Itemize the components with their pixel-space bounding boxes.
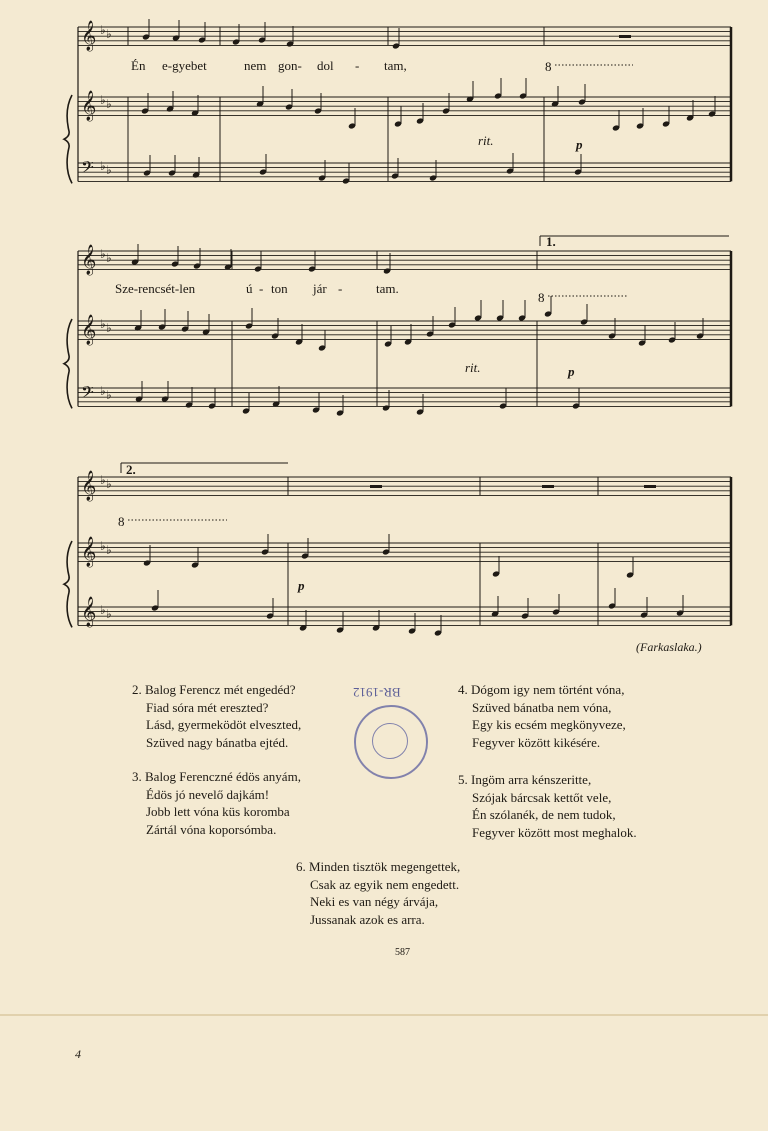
ritardando-mark: rit. bbox=[465, 360, 481, 375]
verse-line: 6. Minden tisztök megengettek, bbox=[296, 859, 461, 874]
verse-2 bbox=[132, 681, 301, 751]
flat-sign: ♭ bbox=[106, 321, 112, 335]
piano-brace bbox=[64, 319, 72, 408]
ritardando-mark: rit. bbox=[478, 133, 494, 148]
verse-line: Zártál vóna koporsómba. bbox=[146, 821, 277, 837]
flat-sign: ♭ bbox=[106, 97, 112, 111]
flat-sign: ♭ bbox=[100, 247, 106, 261]
lyric-word: - bbox=[338, 281, 343, 296]
octave-mark: 8 bbox=[545, 59, 552, 74]
paper-fold-line bbox=[0, 1014, 768, 1016]
lyric-word: ton bbox=[271, 281, 288, 296]
flat-sign: ♭ bbox=[100, 539, 106, 553]
treble-clef: 𝄞 bbox=[81, 21, 97, 51]
verse-line: Fegyver között most meghalok. bbox=[472, 824, 637, 840]
verse-line: Csak az egyik nem engedett. bbox=[310, 876, 460, 892]
lyric-word: - bbox=[259, 281, 264, 296]
verse-4 bbox=[458, 681, 626, 751]
verse-line: Egy kis ecsém megkönyveze, bbox=[472, 717, 626, 732]
verse-line: Édös jó nevelő dajkám! bbox=[146, 786, 270, 802]
whole-rest bbox=[542, 485, 554, 488]
verse-line: 3. Balog Ferenczné édös anyám, bbox=[132, 769, 301, 784]
verse-5 bbox=[458, 771, 637, 841]
verse-line: Én szólanék, de nem tudok, bbox=[472, 807, 616, 822]
flat-sign: ♭ bbox=[106, 607, 112, 621]
flat-sign: ♭ bbox=[100, 473, 106, 487]
treble-clef: 𝄞 bbox=[81, 537, 97, 567]
piano-brace bbox=[64, 541, 72, 627]
page-number: 587 bbox=[395, 947, 410, 958]
lyric-word: ú bbox=[246, 281, 253, 296]
lyric-word: Én bbox=[131, 58, 146, 73]
treble-clef: 𝄞 bbox=[81, 315, 97, 345]
verse-3 bbox=[132, 768, 301, 838]
octave-mark: 8 bbox=[538, 290, 545, 305]
treble-clef: 𝄞 bbox=[81, 91, 97, 121]
whole-rest bbox=[644, 485, 656, 488]
verse-line: 4. Dógom igy nem történt vóna, bbox=[458, 682, 625, 697]
octave-mark: 8 bbox=[118, 514, 125, 529]
flat-sign: ♭ bbox=[100, 93, 106, 107]
piano-brace bbox=[64, 95, 72, 183]
flat-sign: ♭ bbox=[100, 384, 106, 398]
verse-6 bbox=[296, 858, 460, 928]
treble-clef: 𝄞 bbox=[81, 471, 97, 501]
verse-line: Neki es van négy árvája, bbox=[310, 894, 439, 909]
lyric-word: dol bbox=[317, 58, 334, 73]
lyric-word: Sze-rencsét-len bbox=[115, 281, 196, 296]
lyric-word: tam, bbox=[384, 58, 407, 73]
lyric-word: tam. bbox=[376, 281, 399, 296]
flat-sign: ♭ bbox=[106, 251, 112, 265]
lyric-word: gon- bbox=[278, 58, 302, 73]
treble-clef: 𝄞 bbox=[81, 597, 97, 627]
lyric-word: nem bbox=[244, 58, 267, 73]
library-stamp bbox=[354, 705, 428, 779]
verse-line: Jussanak azok es arra. bbox=[310, 911, 425, 927]
bass-clef: 𝄢 bbox=[81, 157, 94, 181]
flat-sign: ♭ bbox=[106, 388, 112, 402]
flat-sign: ♭ bbox=[100, 23, 106, 37]
verse-line: Jobb lett vóna küs koromba bbox=[146, 804, 290, 819]
flat-sign: ♭ bbox=[100, 159, 106, 173]
treble-clef: 𝄞 bbox=[81, 245, 97, 275]
flat-sign: ♭ bbox=[106, 477, 112, 491]
verse-line: Szüved nagy bánatba ejtéd. bbox=[146, 734, 289, 750]
piano-dynamic: p bbox=[568, 364, 575, 379]
whole-rest bbox=[370, 485, 382, 488]
lyric-word: - bbox=[355, 58, 360, 73]
verse-line: 2. Balog Ferencz mét engedéd? bbox=[132, 682, 296, 697]
flat-sign: ♭ bbox=[106, 163, 112, 177]
flat-sign: ♭ bbox=[106, 543, 112, 557]
bass-clef: 𝄢 bbox=[81, 382, 94, 406]
song-origin: (Farkaslaka.) bbox=[636, 640, 702, 654]
verse-line: Fegyver között kikésére. bbox=[472, 734, 601, 750]
volta-2-label: 2. bbox=[126, 462, 136, 477]
verse-line: Szójak bárcsak kettőt vele, bbox=[472, 789, 612, 805]
flat-sign: ♭ bbox=[106, 27, 112, 41]
volta-1-label: 1. bbox=[546, 234, 556, 249]
lyric-word: jár bbox=[313, 281, 327, 296]
verse-line: Fiad sóra mét ereszted? bbox=[146, 699, 269, 715]
verse-line: Szüved bánatba nem vóna, bbox=[472, 699, 612, 715]
piano-dynamic: p bbox=[576, 137, 583, 152]
piano-dynamic: p bbox=[298, 578, 305, 593]
handwritten-catalog-mark: BR-1912 bbox=[353, 685, 401, 700]
verse-line: Lásd, gyermeködöt elveszted, bbox=[146, 717, 302, 732]
flat-sign: ♭ bbox=[100, 603, 106, 617]
flat-sign: ♭ bbox=[100, 317, 106, 331]
lyric-word: e-gyebet bbox=[162, 58, 207, 73]
verse-line: 5. Ingöm arra kénszeritte, bbox=[458, 772, 592, 787]
whole-rest bbox=[619, 35, 631, 38]
corner-mark: 4 bbox=[75, 1047, 81, 1061]
